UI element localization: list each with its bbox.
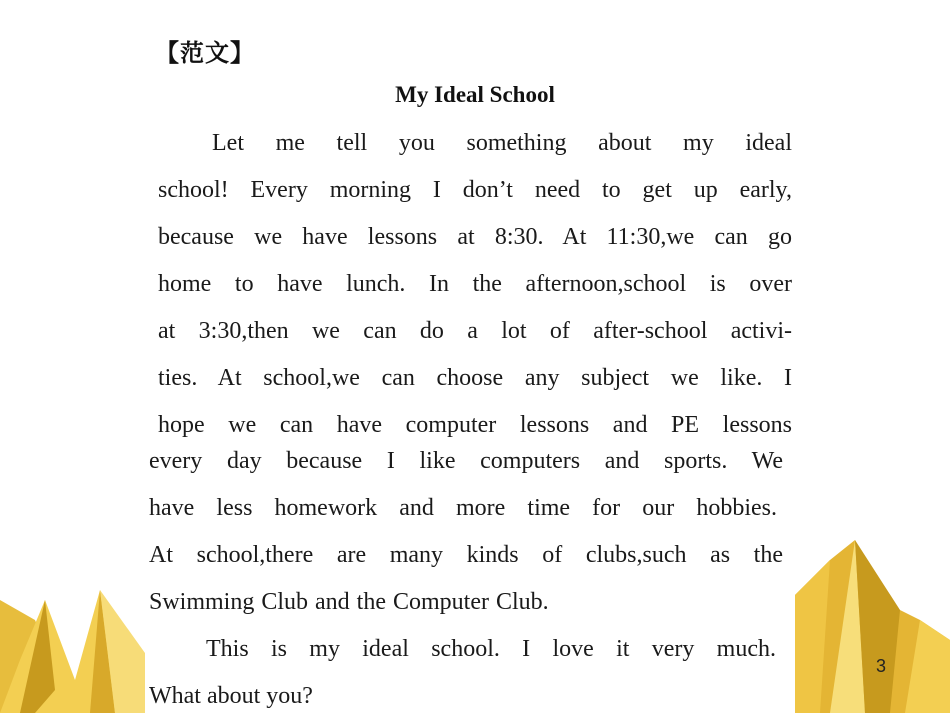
essay-line: school! Every morning I don’t need to get up early, [158, 177, 792, 203]
essay-line: What about you? [149, 683, 313, 709]
essay-line: every day because I like computers and sports. We [149, 448, 783, 474]
essay-line: hope we can have computer lessons and PE lessons [158, 412, 792, 438]
essay-line: at 3:30,then we can do a lot of after-school activi- [158, 318, 792, 344]
essay-line: This is my ideal school. I love it very much. [206, 636, 776, 662]
essay-title: My Ideal School [395, 82, 555, 107]
essay-line: home to have lunch. In the afternoon,school is over [158, 271, 792, 297]
essay-line: Swimming Club and the Computer Club. [149, 589, 549, 615]
section-heading: 【范文】 [155, 39, 255, 67]
page-number: 3 [876, 656, 887, 676]
essay-line: have less homework and more time for our hobbies. [149, 495, 777, 521]
essay-line: because we have lessons at 8:30. At 11:30,we can go [158, 224, 792, 250]
essay-line: ties. At school,we can choose any subject we like. I [158, 365, 792, 391]
essay-line: At school,there are many kinds of clubs,such as the [149, 542, 783, 568]
essay-line: Let me tell you something about my ideal [212, 130, 792, 156]
